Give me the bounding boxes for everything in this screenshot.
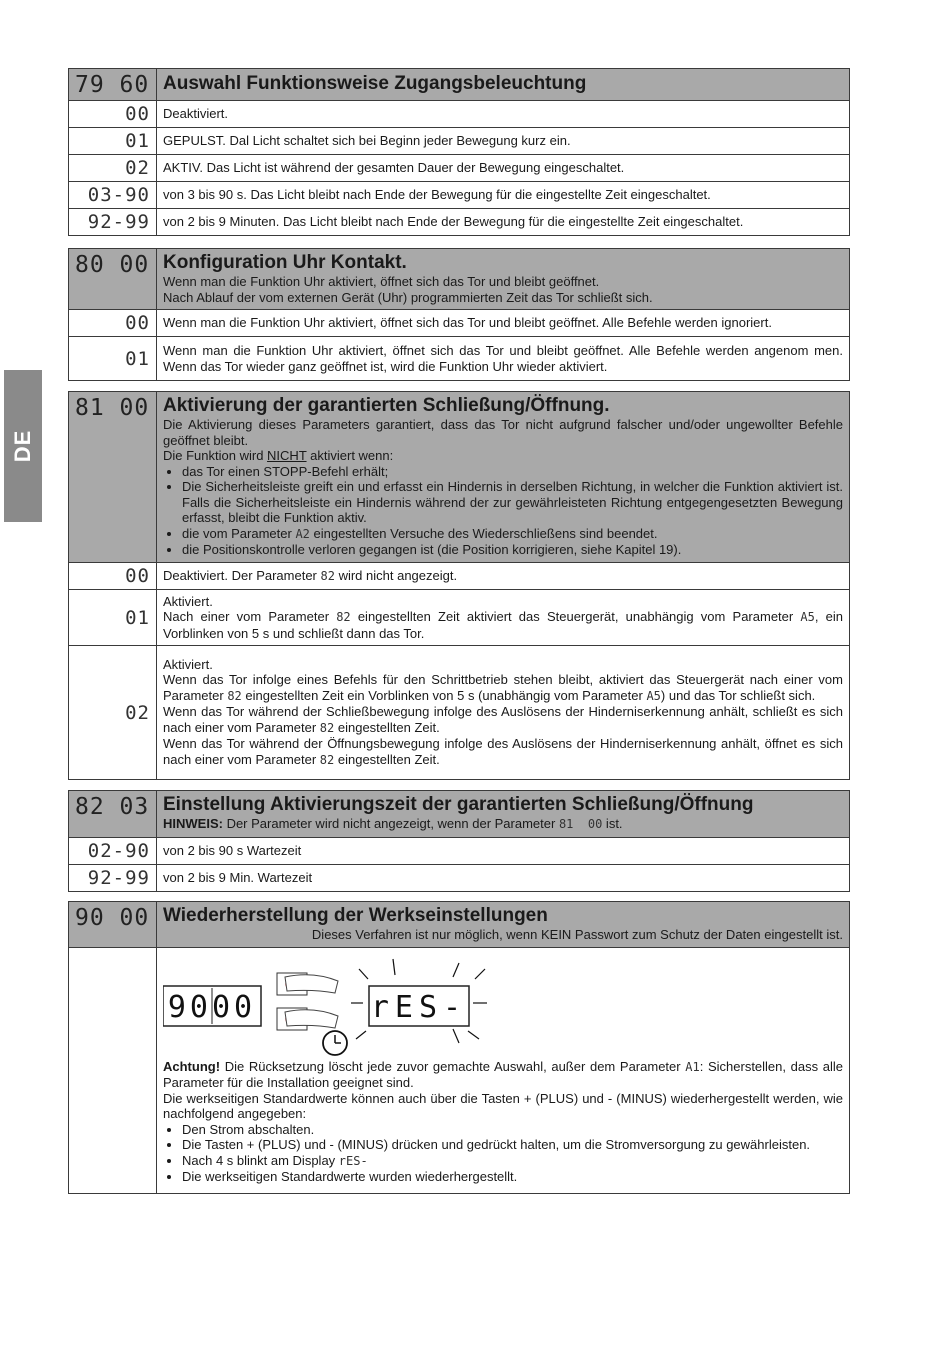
option-text: von 2 bis 9 Min. Wartezeit [157,864,850,891]
table-row [69,947,850,1193]
option-code: 02-90 [69,837,157,864]
section-code: 79 60 [69,69,157,101]
section-title: Aktivierung der garantierten Schließung/Öffnung. [163,395,610,416]
section-title: Einstellung Aktivierungszeit der garantierten Schließung/Öffnung [163,794,754,815]
section-header [69,69,850,101]
option-text: GEPULST. Dal Licht schaltet sich bei Beginn jeder Bewegung kurz ein. [157,128,850,155]
section-header [69,392,850,563]
section-clock-contact [68,248,850,381]
option-text: Wenn man die Funktion Uhr aktiviert, öffnet sich das Tor und bleibt geöffnet. Alle Befehle werden ignoriert. [157,310,850,337]
option-text: von 3 bis 90 s. Das Licht bleibt nach Ende der Bewegung für die eingestellte Zeit eingeschaltet. [157,182,850,209]
empty-code-cell [69,947,157,1193]
section-desc: Die Aktivierung dieses Parameters garantiert, dass das Tor nicht aufgrund falscher und/oder ungewollter Befehle geöffnet bleibt. [163,417,843,448]
list-item: • Den Strom abschalten. [182,1122,843,1138]
table-row [69,563,850,590]
table-row [69,128,850,155]
option-text: Wenn man die Funktion Uhr aktiviert, öffnet sich das Tor und bleibt geöffnet. Alle Befehle werden angenom men. Wenn das Tor wieder ganz geöffnet ist, wird die Funktion Uhr wieder aktiviert. [157,337,850,381]
section-title: Wiederherstellung der Werkseinstellungen [163,905,548,926]
language-tab-label: DE [10,429,35,463]
table-row [69,590,850,646]
reset-diagram [163,951,523,1059]
reset-illustration [163,951,843,1059]
display-9000: 9000 [167,989,257,1025]
not-activated-line: Die Funktion wird NICHT aktiviert wenn: [163,448,394,463]
option-text: AKTIV. Das Licht ist während der gesamten Dauer der Bewegung eingeschaltet. [157,155,850,182]
reset-steps-list [163,1122,843,1185]
section-code: 80 00 [69,249,157,310]
option-text: Aktiviert. Wenn das Tor infolge eines Befehls für den Schrittbetrieb stehen bleibt, aktiviert das Steuergerät nach einer vom Parameter 82 eingestellten Zeit ein Vorblinken von 5 s (unabhängig vom Parameter A5) und das Tor schließt sich. Wenn das Tor während der Schließbewegung infolge des Auslösens der Hinderniserkennung anhält, schließt es sich nach einer vom Parameter 82 eingestellten Zeit. Wenn das Tor während der Öffnungsbewegung infolge des Auslösens der Hinderniserkennung anhält, öffnet es sich nach einer vom Parameter 82 eingestellten Zeit. [157,646,850,780]
section-code: 81 00 [69,392,157,563]
section-guaranteed-closing [68,391,850,780]
password-note: Dieses Verfahren ist nur möglich, wenn KEIN Passwort zum Schutz der Daten eingestellt ist. [311,927,843,942]
section-header [69,902,850,948]
option-code: 02 [69,155,157,182]
table-row [69,101,850,128]
section-title: Konfiguration Uhr Kontakt. [163,252,407,273]
display-res: rES- [370,989,468,1025]
section-desc-2: Nach Ablauf der vom externen Gerät (Uhr) programmierten Zeit das Tor schließt sich. [163,289,653,305]
section-code: 90 00 [69,902,157,948]
table-row [69,337,850,381]
option-code: 00 [69,563,157,590]
option-code: 92-99 [69,209,157,236]
attention-paragraph: Achtung! Die Rücksetzung löscht jede zuvor gemachte Auswahl, außer dem Parameter A1: Sicherstellen, dass alle Parameter für die Installation geeignet sind. [163,1058,843,1090]
list-item: • Nach 4 s blinkt am Display rES- [182,1153,843,1170]
section-activation-time [68,790,850,892]
table-row [69,310,850,337]
table-row [69,182,850,209]
list-item: • das Tor einen STOPP-Befehl erhält; [182,464,843,480]
option-code: 00 [69,310,157,337]
list-item: • Die Sicherheitsleiste greift ein und erfasst ein Hindernis in derselben Richtung, in welcher die Funktion aktiviert ist. Falls die Sicherheitsleiste ein Hindernis während der zur gewährleisteten Richtung entgegengesetzten Bewegung erfasst, bleibt die Funktion aktiv. [182,479,843,526]
table-row [69,837,850,864]
plus-minus-paragraph: Die werkseitigen Standardwerte können auch über die Tasten + (PLUS) und - (MINUS) wiederhergestellt werden, wie nachfolgend angegeben: [163,1090,843,1121]
option-code: 01 [69,590,157,646]
list-item: • die Positionskontrolle verloren gegangen ist (die Position korrigieren, siehe Kapitel 19). [182,542,843,558]
section-code: 82 03 [69,791,157,838]
option-text: Deaktiviert. Der Parameter 82 wird nicht angezeigt. [157,563,850,590]
section-header [69,249,850,310]
list-item: • Die Tasten + (PLUS) und - (MINUS) drücken und gedrückt halten, um die Stromversorgung zu gewährleisten. [182,1137,843,1153]
option-text: von 2 bis 90 s Wartezeit [157,837,850,864]
option-code: 03-90 [69,182,157,209]
table-row [69,864,850,891]
section-desc-1: Wenn man die Funktion Uhr aktiviert, öffnet sich das Tor und bleibt geöffnet. [163,274,600,289]
option-text: von 2 bis 9 Minuten. Das Licht bleibt nach Ende der Bewegung für die eingestellte Zeit eingeschaltet. [157,209,850,236]
option-code: 00 [69,101,157,128]
option-code: 01 [69,337,157,381]
hint-line: HINWEIS: Der Parameter wird nicht angezeigt, wenn der Parameter 81 00 ist. [163,816,623,831]
section-title: Auswahl Funktionsweise Zugangsbeleuchtung [163,73,587,94]
section-access-lighting [68,68,850,236]
table-row [69,155,850,182]
option-code: 02 [69,646,157,780]
option-text: Aktiviert. Nach einer vom Parameter 82 eingestellten Zeit aktiviert das Steuergerät, unabhängig vom Parameter A5, ein Vorblinken von 5 s und schließt dann das Tor. [157,590,850,646]
section-factory-reset [68,901,850,1194]
option-code: 01 [69,128,157,155]
option-text: Deaktiviert. [157,101,850,128]
option-code: 92-99 [69,864,157,891]
list-item: • die vom Parameter A2 eingestellten Versuche des Wiederschließens sind beendet. [182,526,843,543]
list-item: • Die werkseitigen Standardwerte wurden wiederhergestellt. [182,1169,843,1185]
language-tab [4,370,42,522]
section-header [69,791,850,838]
condition-list [163,464,843,558]
table-row [69,209,850,236]
table-row [69,646,850,780]
